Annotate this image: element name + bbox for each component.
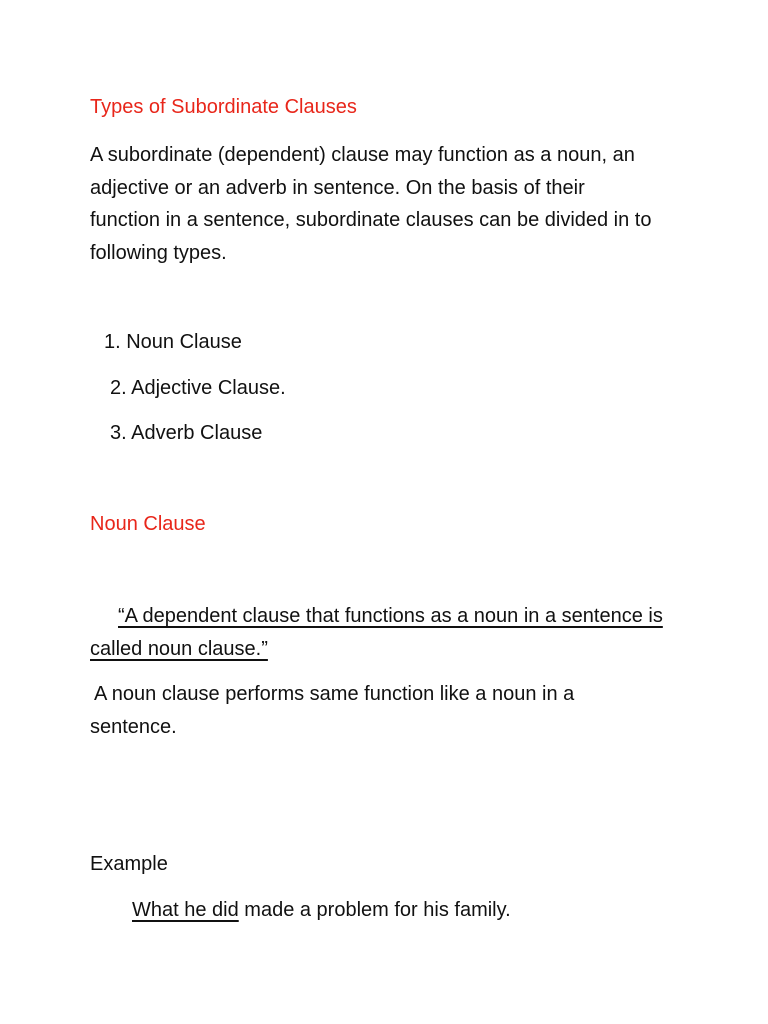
definition-text: called noun clause.”	[90, 637, 268, 660]
example-sentence	[132, 894, 511, 926]
definition-text: “A dependent clause that functions as a noun in a sentence is	[118, 605, 663, 627]
definition-paragraph	[90, 600, 690, 665]
list-item-adverb-clause: 3. Adverb Clause	[110, 422, 263, 444]
noun-clause-heading: Noun Clause	[90, 513, 206, 535]
example-label: Example	[90, 853, 168, 875]
list-item-adjective-clause: 2. Adjective Clause.	[110, 377, 286, 399]
list-item-noun-clause: 1. Noun Clause	[104, 331, 242, 353]
intro-line: A subordinate (dependent) clause may function as a noun, an	[90, 144, 635, 166]
intro-paragraph	[90, 139, 690, 269]
definition-line	[90, 600, 690, 633]
explanation-line: sentence.	[90, 715, 177, 738]
explanation-paragraph	[90, 678, 694, 743]
example-underlined-clause: What he did	[132, 899, 239, 921]
definition-line	[90, 633, 690, 666]
intro-line: following types.	[90, 241, 227, 264]
example-rest: made a problem for his family.	[238, 899, 511, 921]
intro-line: function in a sentence, subordinate clauses can be divided in to	[90, 209, 652, 231]
intro-line: adjective or an adverb in sentence. On the basis of their	[90, 176, 585, 199]
section-heading: Types of Subordinate Clauses	[90, 96, 357, 118]
explanation-line: A noun clause performs same function like a noun in a	[94, 683, 575, 705]
